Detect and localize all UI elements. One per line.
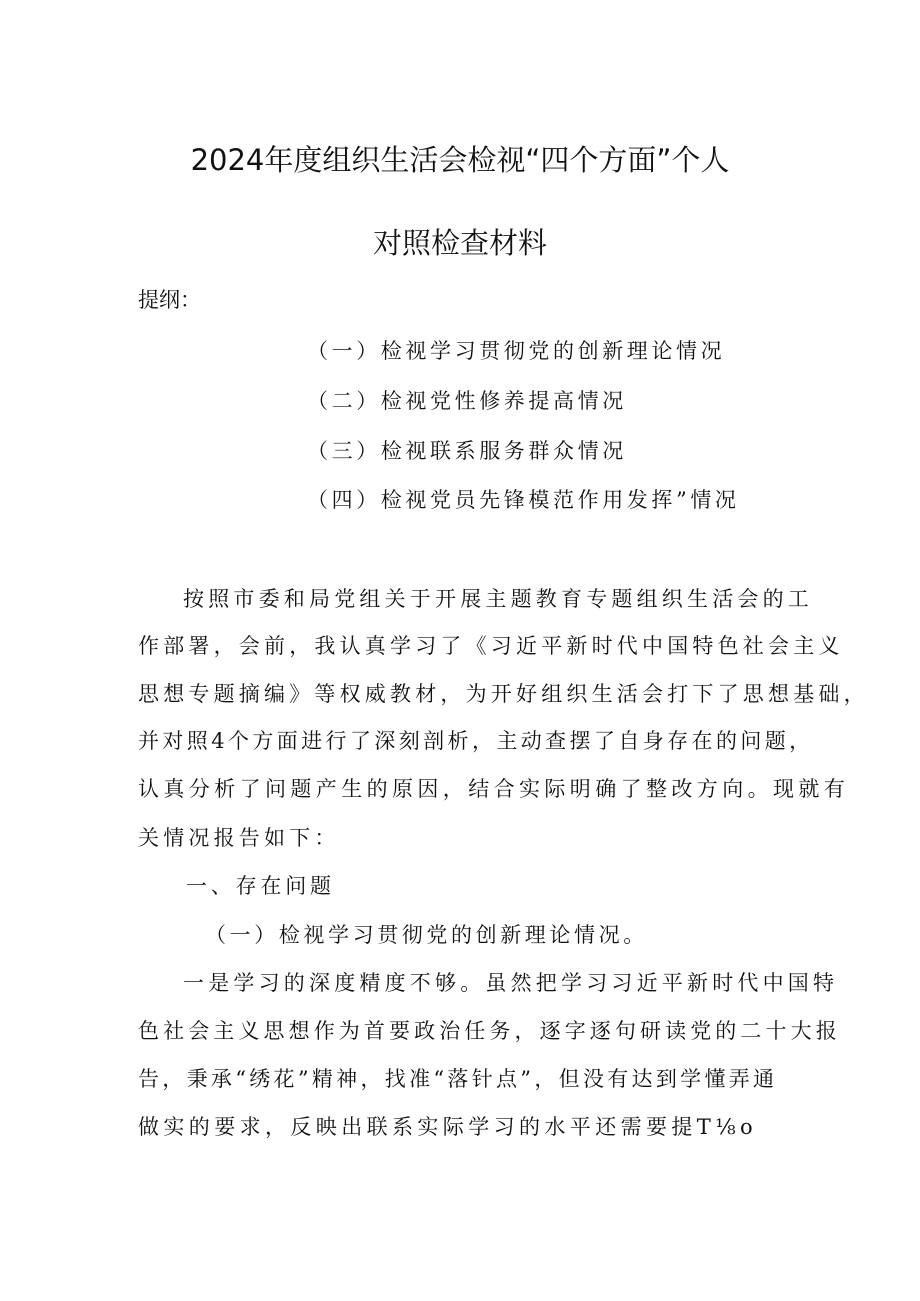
paragraph-line: 色社会主义思想作为首要政治任务，逐字逐句研读党的二十大报 <box>138 1019 841 1043</box>
intro-paragraph-line: 并对照4个方面进行了深刻剖析，主动查摆了自身存在的问题， <box>138 729 814 753</box>
subsection-heading: （一）检视学习贯彻党的创新理论情况。 <box>205 923 648 947</box>
paragraph-line: 告，秉承“绣花”精神，找准“落针点”，但没有达到学懂弄通 <box>138 1067 778 1091</box>
outline-item: （二）检视党性修养提高情况 <box>307 389 627 413</box>
outline-item: （一）检视学习贯彻党的创新理论情况 <box>307 339 726 363</box>
paragraph-line: 做实的要求，反映出联系实际学习的水平还需要提T⅛o <box>138 1115 758 1139</box>
outline-item: （三）检视联系服务群众情况 <box>307 439 627 463</box>
intro-paragraph-line: 思想专题摘编》等权威教材，为开好组织生活会打下了思想基础， <box>138 682 869 706</box>
intro-paragraph-line: 按照市委和局党组关于开展主题教育专题组织生活会的工 <box>183 587 813 611</box>
section-heading: 一、存在问题 <box>186 874 335 898</box>
document-title-line-2: 对照检查材料 <box>372 226 547 260</box>
paragraph-line: 一是学习的深度精度不够。虽然把学习习近平新时代中国特 <box>183 971 839 995</box>
intro-paragraph-line: 认真分析了问题产生的原因，结合实际明确了整改方向。现就有 <box>138 777 850 801</box>
intro-paragraph-line: 关情况报告如下： <box>138 826 340 850</box>
intro-paragraph-line: 作部署，会前，我认真学习了《习近平新时代中国特色社会主义 <box>138 634 844 658</box>
outline-label: 提纲： <box>138 288 201 312</box>
document-title-line-1: 2024年度组织生活会检视“四个方面”个人 <box>190 143 730 177</box>
outline-item: （四）检视党员先锋模范作用发挥”情况 <box>307 488 740 512</box>
